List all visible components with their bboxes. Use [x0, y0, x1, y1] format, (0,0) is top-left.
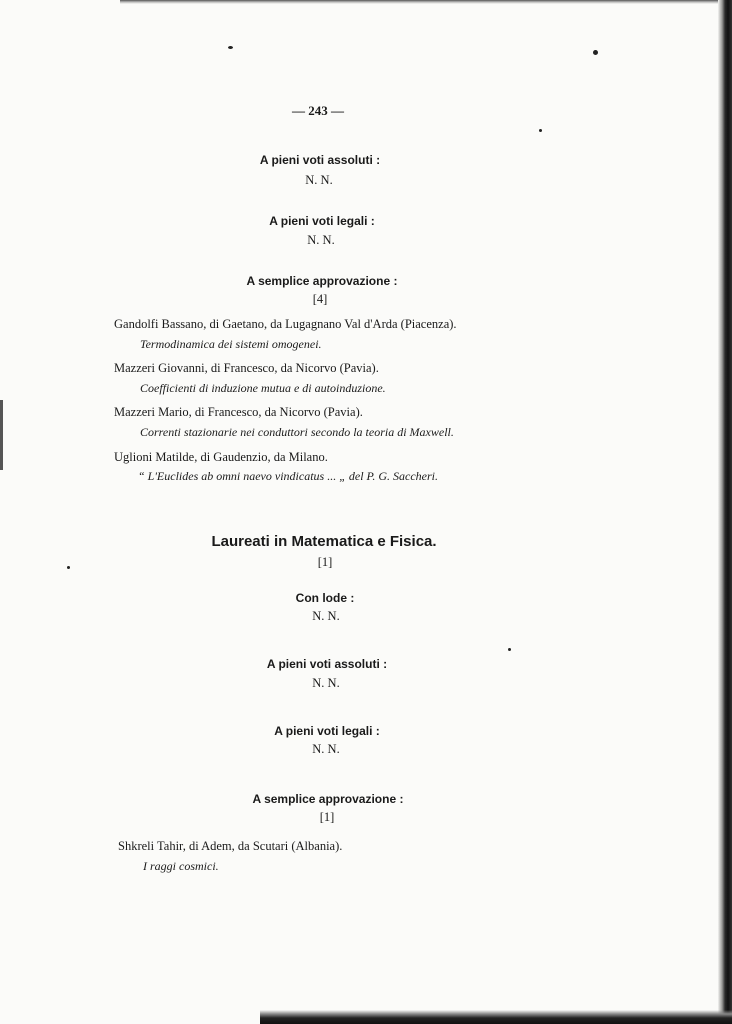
section-heading: A semplice approvazione :	[246, 274, 398, 288]
entry-thesis: “ L'Euclides ab omni naevo vindicatus ... „ del P. G. Saccheri.	[138, 469, 438, 483]
scan-edge-top	[120, 0, 732, 4]
section-value: N. N.	[312, 676, 340, 690]
section-heading: A pieni voti assoluti :	[259, 153, 381, 167]
entry-thesis: Correnti stazionarie nei conduttori secondo la teoria di Maxwell.	[140, 425, 454, 439]
section-value: N. N.	[307, 233, 335, 247]
scan-speck	[539, 129, 542, 132]
entry-name: Uglioni Matilde, di Gaudenzio, da Milano.	[114, 450, 328, 464]
scan-edge-bottom	[260, 1010, 732, 1024]
section-count: [1]	[317, 555, 333, 569]
section-heading: A semplice approvazione :	[252, 792, 404, 806]
page-number: — 243 —	[292, 103, 344, 118]
section-heading: A pieni voti legali :	[274, 724, 380, 738]
section-value: N. N.	[312, 742, 340, 756]
entry-thesis: I raggi cosmici.	[143, 859, 219, 873]
section-count: [1]	[319, 810, 335, 824]
section-heading: Con lode :	[295, 591, 355, 605]
section-heading: A pieni voti legali :	[269, 214, 375, 228]
section-value: N. N.	[305, 173, 333, 187]
entry-thesis: Termodinamica dei sistemi omogenei.	[140, 337, 322, 351]
scan-speck	[67, 566, 70, 569]
entry-name: Shkreli Tahir, di Adem, da Scutari (Albania).	[118, 839, 343, 853]
entry-thesis: Coefficienti di induzione mutua e di autoinduzione.	[140, 381, 386, 395]
entry-name: Gandolfi Bassano, di Gaetano, da Lugagnano Val d'Arda (Piacenza).	[114, 317, 457, 331]
section-value: N. N.	[312, 609, 340, 623]
entry-name: Mazzeri Giovanni, di Francesco, da Nicorvo (Pavia).	[114, 361, 379, 375]
scan-edge-right	[718, 0, 732, 1024]
section-heading: A pieni voti assoluti :	[266, 657, 388, 671]
scan-speck	[508, 648, 511, 651]
scan-speck	[593, 50, 598, 55]
section-title: Laureati in Matematica e Fisica.	[211, 533, 437, 550]
entry-name: Mazzeri Mario, di Francesco, da Nicorvo (Pavia).	[114, 405, 363, 419]
scan-speck	[228, 46, 233, 49]
scan-edge-left	[0, 400, 3, 470]
section-count: [4]	[312, 292, 328, 306]
